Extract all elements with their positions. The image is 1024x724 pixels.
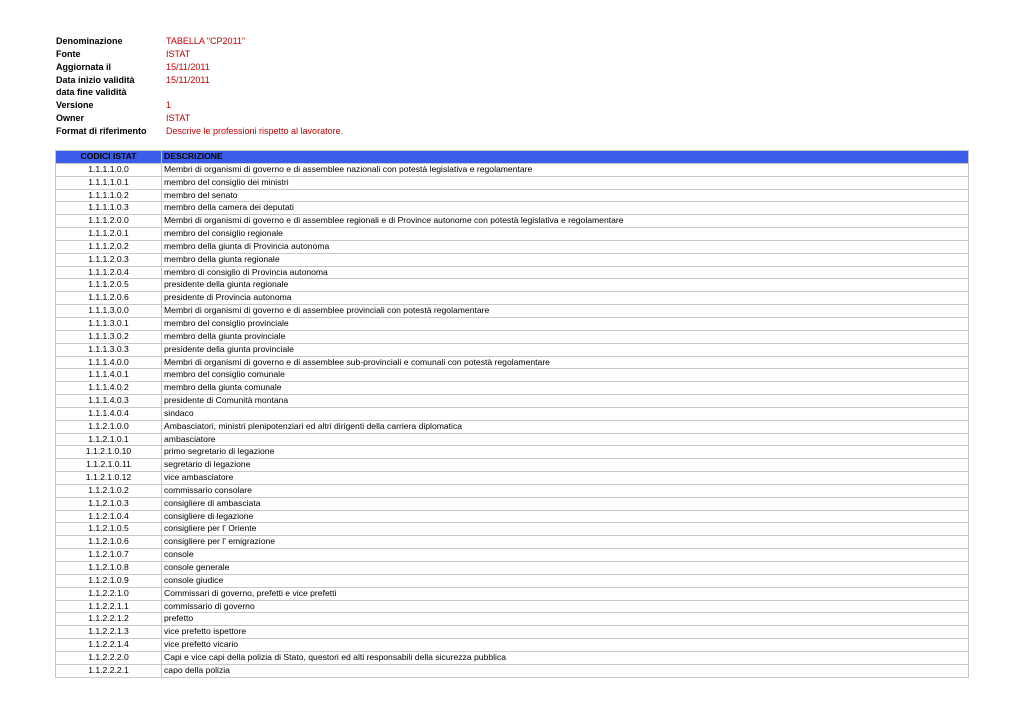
metadata-value: ISTAT	[166, 48, 191, 59]
descrizione-cell[interactable]: prefetto	[162, 613, 969, 626]
metadata-value: 1	[166, 100, 172, 111]
codice-istat-cell[interactable]: 1.1.1.3.0.1	[56, 317, 162, 330]
table-row	[56, 343, 969, 356]
metadata-row	[56, 61, 343, 74]
codice-istat-cell[interactable]: 1.1.1.2.0.2	[56, 240, 162, 253]
descrizione-cell[interactable]: commissario consolare	[162, 484, 969, 497]
table-row	[56, 562, 969, 575]
table-row	[56, 292, 969, 305]
table-row	[56, 215, 969, 228]
codice-istat-cell[interactable]: 1.1.1.1.0.3	[56, 202, 162, 215]
descrizione-cell[interactable]: membro di consiglio di Provincia autonoma	[162, 266, 969, 279]
codice-istat-cell[interactable]: 1.1.2.1.0.1	[56, 433, 162, 446]
metadata-label: Aggiornata il	[56, 61, 112, 72]
table-row	[56, 356, 969, 369]
descrizione-cell[interactable]: presidente della giunta regionale	[162, 279, 969, 292]
codice-istat-cell[interactable]: 1.1.2.2.2.0	[56, 651, 162, 664]
table-row	[56, 497, 969, 510]
descrizione-cell[interactable]: console giudice	[162, 574, 969, 587]
codice-istat-cell[interactable]: 1.1.1.2.0.1	[56, 228, 162, 241]
descrizione-cell[interactable]: membro della giunta provinciale	[162, 330, 969, 343]
table-row	[56, 202, 969, 215]
codice-istat-cell[interactable]: 1.1.1.4.0.3	[56, 395, 162, 408]
codice-istat-cell[interactable]: 1.1.2.1.0.3	[56, 497, 162, 510]
metadata-label: Format di riferimento	[56, 125, 147, 136]
descrizione-cell[interactable]: vice prefetto vicario	[162, 639, 969, 652]
table-row	[56, 523, 969, 536]
metadata-value: TABELLA "CP2011"	[166, 36, 246, 46]
table-row	[56, 626, 969, 639]
table-row	[56, 574, 969, 587]
metadata-block	[56, 35, 343, 138]
metadata-row	[56, 125, 343, 138]
table-row	[56, 459, 969, 472]
table-row	[56, 600, 969, 613]
codice-istat-cell[interactable]: 1.1.2.1.0.8	[56, 562, 162, 575]
codice-istat-cell[interactable]: 1.1.2.2.1.3	[56, 626, 162, 639]
descrizione-cell[interactable]: vice ambasciatore	[162, 472, 969, 485]
codice-istat-cell[interactable]: 1.1.1.4.0.4	[56, 407, 162, 420]
codice-istat-cell[interactable]: 1.1.2.1.0.5	[56, 523, 162, 536]
table-row	[56, 536, 969, 549]
codes-table	[55, 150, 969, 678]
table-row	[56, 369, 969, 382]
codice-istat-cell[interactable]: 1.1.2.1.0.12	[56, 472, 162, 485]
codice-istat-cell[interactable]: 1.1.1.2.0.4	[56, 266, 162, 279]
codice-istat-cell[interactable]: 1.1.1.4.0.1	[56, 369, 162, 382]
codice-istat-cell[interactable]: 1.1.1.1.0.2	[56, 189, 162, 202]
descrizione-cell[interactable]: membro della giunta regionale	[162, 253, 969, 266]
descrizione-cell[interactable]: capo della polizia	[162, 664, 969, 677]
table-row	[56, 395, 969, 408]
descrizione-cell[interactable]: presidente di Provincia autonoma	[162, 292, 969, 305]
codice-istat-cell[interactable]: 1.1.2.1.0.0	[56, 420, 162, 433]
header-descrizione[interactable]: DESCRIZIONE	[162, 151, 969, 164]
descrizione-cell[interactable]: Membri di organismi di governo e di assemblee nazionali con potestà legislativa e regolamentare	[162, 163, 969, 176]
descrizione-cell[interactable]: membro della giunta comunale	[162, 382, 969, 395]
codice-istat-cell[interactable]: 1.1.2.1.0.9	[56, 574, 162, 587]
table-row	[56, 317, 969, 330]
descrizione-cell[interactable]: membro del consiglio provinciale	[162, 317, 969, 330]
table-row	[56, 240, 969, 253]
table-row	[56, 433, 969, 446]
codice-istat-cell[interactable]: 1.1.2.1.0.4	[56, 510, 162, 523]
descrizione-cell[interactable]: console	[162, 549, 969, 562]
descrizione-cell[interactable]: Membri di organismi di governo e di assemblee provinciali con potestà regolamentare	[162, 305, 969, 318]
metadata-value: 15/11/2011	[166, 61, 210, 72]
table-row	[56, 163, 969, 176]
codice-istat-cell[interactable]: 1.1.2.2.1.0	[56, 587, 162, 600]
metadata-row	[56, 86, 343, 99]
descrizione-cell[interactable]: membro del consiglio dei ministri	[162, 176, 969, 189]
table-row	[56, 651, 969, 664]
codice-istat-cell[interactable]: 1.1.2.1.0.10	[56, 446, 162, 459]
table-row	[56, 189, 969, 202]
codice-istat-cell[interactable]: 1.1.1.3.0.0	[56, 305, 162, 318]
codice-istat-cell[interactable]: 1.1.1.4.0.2	[56, 382, 162, 395]
codice-istat-cell[interactable]: 1.1.1.1.0.0	[56, 163, 162, 176]
metadata-value: Descrive le professioni rispetto al lavoratore.	[166, 125, 344, 136]
table-row	[56, 228, 969, 241]
codice-istat-cell[interactable]: 1.1.1.3.0.3	[56, 343, 162, 356]
codice-istat-cell[interactable]: 1.1.2.2.2.1	[56, 664, 162, 677]
descrizione-cell[interactable]: Membri di organismi di governo e di assemblee regionali e di Province autonome con potestà legislativa e regolamentare	[162, 215, 969, 228]
table-row	[56, 330, 969, 343]
descrizione-cell[interactable]: membro della camera dei deputati	[162, 202, 969, 215]
metadata-label: data fine validità	[56, 87, 127, 98]
codice-istat-cell[interactable]: 1.1.2.1.0.6	[56, 536, 162, 549]
metadata-label: Owner	[56, 113, 85, 124]
descrizione-cell[interactable]: presidente della giunta provinciale	[162, 343, 969, 356]
codice-istat-cell[interactable]: 1.1.2.1.0.2	[56, 484, 162, 497]
descrizione-cell[interactable]: Ambasciatori, ministri plenipotenziari ed altri dirigenti della carriera diplomatica	[162, 420, 969, 433]
codice-istat-cell[interactable]: 1.1.1.2.0.5	[56, 279, 162, 292]
descrizione-cell[interactable]: segretario di legazione	[162, 459, 969, 472]
codice-istat-cell[interactable]: 1.1.2.1.0.11	[56, 459, 162, 472]
table-row	[56, 510, 969, 523]
metadata-row	[56, 35, 343, 48]
table-row	[56, 305, 969, 318]
descrizione-cell[interactable]: primo segretario di legazione	[162, 446, 969, 459]
descrizione-cell[interactable]: console generale	[162, 562, 969, 575]
table-row	[56, 472, 969, 485]
table-row	[56, 253, 969, 266]
descrizione-cell[interactable]: Capi e vice capi della polizia di Stato, questori ed alti responsabili della sicurezza pubblica	[162, 651, 969, 664]
table-row	[56, 484, 969, 497]
codice-istat-cell[interactable]: 1.1.1.2.0.0	[56, 215, 162, 228]
codice-istat-cell[interactable]: 1.1.2.2.1.1	[56, 600, 162, 613]
metadata-value	[166, 86, 343, 99]
metadata-row	[56, 112, 343, 125]
table-row	[56, 549, 969, 562]
descrizione-cell[interactable]: membro del consiglio comunale	[162, 369, 969, 382]
table-row	[56, 266, 969, 279]
table-row	[56, 279, 969, 292]
descrizione-cell[interactable]: consigliere per l' emigrazione	[162, 536, 969, 549]
codice-istat-cell[interactable]: 1.1.2.1.0.7	[56, 549, 162, 562]
table-header-row	[56, 151, 969, 164]
table-row	[56, 613, 969, 626]
descrizione-cell[interactable]: Commissari di governo, prefetti e vice prefetti	[162, 587, 969, 600]
codice-istat-cell[interactable]: 1.1.1.2.0.3	[56, 253, 162, 266]
descrizione-cell[interactable]: vice prefetto ispettore	[162, 626, 969, 639]
descrizione-cell[interactable]: commissario di governo	[162, 600, 969, 613]
descrizione-cell[interactable]: consigliere di ambasciata	[162, 497, 969, 510]
metadata-label: Versione	[56, 100, 94, 111]
codice-istat-cell[interactable]: 1.1.2.2.1.2	[56, 613, 162, 626]
descrizione-cell[interactable]: membro della giunta di Provincia autonoma	[162, 240, 969, 253]
codice-istat-cell[interactable]: 1.1.1.4.0.0	[56, 356, 162, 369]
metadata-row	[56, 74, 343, 87]
codice-istat-cell[interactable]: 1.1.1.3.0.2	[56, 330, 162, 343]
descrizione-cell[interactable]: consigliere di legazione	[162, 510, 969, 523]
descrizione-cell[interactable]: ambasciatore	[162, 433, 969, 446]
metadata-label: Data inizio validità	[56, 74, 135, 85]
codice-istat-cell[interactable]: 1.1.2.2.1.4	[56, 639, 162, 652]
table-row	[56, 446, 969, 459]
table-row	[56, 176, 969, 189]
descrizione-cell[interactable]: membro del consiglio regionale	[162, 228, 969, 241]
descrizione-cell[interactable]: sindaco	[162, 407, 969, 420]
codice-istat-cell[interactable]: 1.1.1.2.0.6	[56, 292, 162, 305]
metadata-value: ISTAT	[166, 113, 191, 124]
descrizione-cell[interactable]: Membri di organismi di governo e di assemblee sub-provinciali e comunali con potestà regolamentare	[162, 356, 969, 369]
metadata-row	[56, 99, 343, 112]
metadata-value: 15/11/2011	[166, 74, 210, 85]
header-codici-istat[interactable]: CODICI ISTAT	[56, 151, 162, 164]
descrizione-cell[interactable]: membro del senato	[162, 189, 969, 202]
table-row	[56, 587, 969, 600]
metadata-label: Denominazione	[56, 36, 123, 46]
table-row	[56, 382, 969, 395]
descrizione-cell[interactable]: consigliere per l' Oriente	[162, 523, 969, 536]
table-row	[56, 639, 969, 652]
descrizione-cell[interactable]: presidente di Comunità montana	[162, 395, 969, 408]
table-row	[56, 407, 969, 420]
codice-istat-cell[interactable]: 1.1.1.1.0.1	[56, 176, 162, 189]
table-row	[56, 664, 969, 677]
table-row	[56, 420, 969, 433]
metadata-row	[56, 48, 343, 61]
metadata-label: Fonte	[56, 48, 81, 59]
